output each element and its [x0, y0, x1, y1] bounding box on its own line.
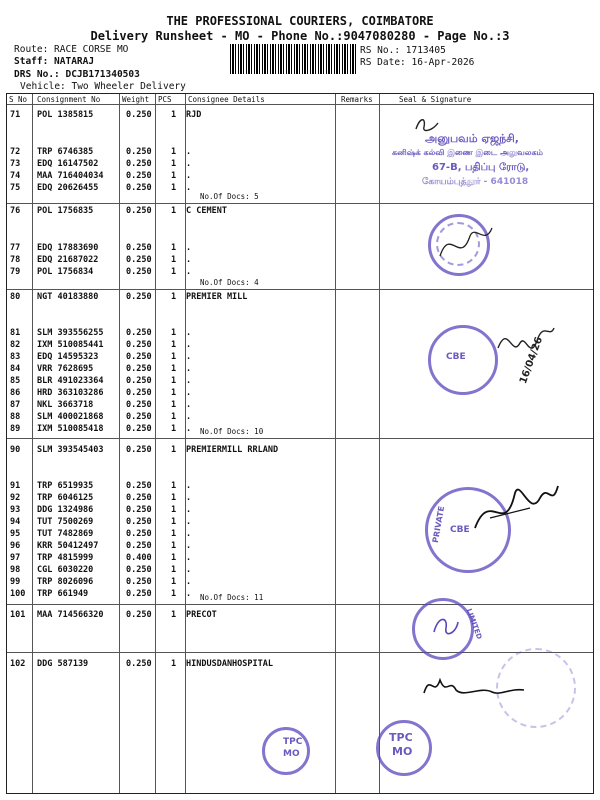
row-consignee: PREMIER MILL [186, 292, 248, 302]
rs-number: RS No.: 1713405 [360, 45, 446, 56]
row-sno: 96 [10, 541, 21, 551]
row-consignment-no: MAA 716404034 [37, 171, 104, 181]
row-consignment-no: TRP 6046125 [37, 493, 94, 503]
row-pcs: 1 [171, 243, 177, 253]
row-consignee: . [186, 412, 192, 422]
row-consignee: . [186, 243, 192, 253]
stamp-cbe-text: CBE [446, 352, 466, 362]
row-pcs: 1 [171, 388, 177, 398]
route-label: Route: RACE CORSE MO [14, 44, 129, 55]
row-consignment-no: EDQ 16147502 [37, 159, 99, 169]
row-pcs: 1 [171, 255, 177, 265]
row-pcs: 1 [171, 352, 177, 362]
row-consignment-no: EDQ 20626455 [37, 183, 99, 193]
row-sno: 97 [10, 553, 21, 563]
row-pcs: 1 [171, 553, 177, 563]
col-header-weight: Weight [122, 95, 150, 104]
row-consignee: . [186, 147, 192, 157]
drs-number: DRS No.: DCJB171340503 [14, 69, 140, 80]
row-consignee: . [186, 517, 192, 527]
col-header-remarks: Remarks [341, 95, 373, 104]
row-consignee: . [186, 340, 192, 350]
row-consignment-no: SLM 400021868 [37, 412, 104, 422]
row-consignment-no: NGT 40183880 [37, 292, 99, 302]
row-sno: 98 [10, 565, 21, 575]
row-consignee: . [186, 255, 192, 265]
row-weight: 0.250 [126, 493, 152, 503]
row-sno: 86 [10, 388, 21, 398]
row-weight: 0.250 [126, 517, 152, 527]
row-consignee: . [186, 364, 192, 374]
row-sno: 75 [10, 183, 21, 193]
row-weight: 0.250 [126, 481, 152, 491]
group-doc-count: No.Of Docs: 10 [200, 427, 264, 436]
row-pcs: 1 [171, 206, 177, 216]
row-sno: 89 [10, 424, 21, 434]
row-consignee: . [186, 424, 192, 434]
row-consignment-no: DDG 587139 [37, 659, 89, 669]
row-weight: 0.400 [126, 553, 152, 563]
row-weight: 0.250 [126, 364, 152, 374]
staff-label: Staff: NATARAJ [14, 56, 95, 67]
row-pcs: 1 [171, 659, 177, 669]
row-consignee: . [186, 553, 192, 563]
row-sno: 80 [10, 292, 21, 302]
row-pcs: 1 [171, 147, 177, 157]
row-weight: 0.250 [126, 388, 152, 398]
row-weight: 0.250 [126, 110, 152, 120]
row-sno: 83 [10, 352, 21, 362]
col-header-sno: S No [9, 95, 28, 104]
stamp-mo-text: MO [392, 745, 413, 758]
row-weight: 0.250 [126, 565, 152, 575]
stamp-tpc-text: TPC [283, 737, 303, 747]
stamp-tamil-line3: 67-B, பதிப்பு ரோடு, [432, 162, 530, 173]
row-weight: 0.250 [126, 445, 152, 455]
row-pcs: 1 [171, 529, 177, 539]
row-weight: 0.250 [126, 400, 152, 410]
stamp-mo-text: MO [283, 749, 300, 759]
row-sno: 93 [10, 505, 21, 515]
group-doc-count: No.Of Docs: 5 [200, 192, 259, 201]
row-sno: 81 [10, 328, 21, 338]
group-doc-count: No.Of Docs: 11 [200, 593, 264, 602]
row-sno: 72 [10, 147, 21, 157]
signature-scribble [420, 668, 530, 708]
row-pcs: 1 [171, 412, 177, 422]
row-sno: 92 [10, 493, 21, 503]
col-header-consignee: Consignee Details [188, 95, 265, 104]
row-pcs: 1 [171, 589, 177, 599]
row-weight: 0.250 [126, 171, 152, 181]
row-consignment-no: TUT 7482869 [37, 529, 94, 539]
handwritten-date: 16/04/26 [517, 335, 546, 386]
row-weight: 0.250 [126, 159, 152, 169]
row-pcs: 1 [171, 424, 177, 434]
row-sno: 84 [10, 364, 21, 374]
row-weight: 0.250 [126, 659, 152, 669]
row-consignee: . [186, 565, 192, 575]
row-weight: 0.250 [126, 206, 152, 216]
row-consignee: . [186, 183, 192, 193]
row-consignee: . [186, 328, 192, 338]
runsheet-subtitle: Delivery Runsheet - MO - Phone No.:9047080280 - Page No.:3 [90, 29, 510, 43]
row-consignment-no: POL 1756835 [37, 206, 94, 216]
row-sno: 88 [10, 412, 21, 422]
group-doc-count: No.Of Docs: 4 [200, 278, 259, 287]
row-sno: 74 [10, 171, 21, 181]
row-pcs: 1 [171, 328, 177, 338]
row-consignee: . [186, 541, 192, 551]
row-consignee: . [186, 577, 192, 587]
row-consignee: . [186, 481, 192, 491]
row-consignment-no: SLM 393545403 [37, 445, 104, 455]
row-sno: 79 [10, 267, 21, 277]
row-weight: 0.250 [126, 505, 152, 515]
row-consignment-no: EDQ 14595323 [37, 352, 99, 362]
row-consignee: . [186, 376, 192, 386]
row-consignment-no: POL 1756834 [37, 267, 94, 277]
row-consignee: . [186, 352, 192, 362]
row-consignment-no: HRD 363103286 [37, 388, 104, 398]
row-consignment-no: CGL 6030220 [37, 565, 94, 575]
row-sno: 102 [10, 659, 26, 669]
row-weight: 0.250 [126, 412, 152, 422]
signature-scribble [490, 318, 560, 378]
row-weight: 0.250 [126, 589, 152, 599]
row-pcs: 1 [171, 364, 177, 374]
row-consignment-no: EDQ 17883690 [37, 243, 99, 253]
row-sno: 95 [10, 529, 21, 539]
signature-scribble [430, 216, 500, 272]
row-pcs: 1 [171, 110, 177, 120]
row-weight: 0.250 [126, 183, 152, 193]
row-consignment-no: EDQ 21687022 [37, 255, 99, 265]
stamp-tamil-line4: கோயம்புத்தூர் - 641018 [422, 177, 529, 187]
row-sno: 101 [10, 610, 26, 620]
row-sno: 85 [10, 376, 21, 386]
barcode [230, 44, 356, 74]
row-consignment-no: DDG 1324986 [37, 505, 94, 515]
col-header-pcs: PCS [158, 95, 172, 104]
row-consignment-no: TUT 7500269 [37, 517, 94, 527]
row-weight: 0.250 [126, 267, 152, 277]
row-consignee: . [186, 493, 192, 503]
company-title: THE PROFESSIONAL COURIERS, COIMBATORE [166, 14, 434, 28]
vehicle-label: Vehicle: Two Wheeler Delivery [20, 81, 186, 92]
row-sno: 90 [10, 445, 21, 455]
row-consignment-no: TRP 661949 [37, 589, 89, 599]
row-weight: 0.250 [126, 529, 152, 539]
row-weight: 0.250 [126, 255, 152, 265]
row-sno: 100 [10, 589, 26, 599]
row-consignee: . [186, 589, 192, 599]
row-consignment-no: POL 1385815 [37, 110, 94, 120]
row-sno: 82 [10, 340, 21, 350]
row-consignment-no: TRP 8026096 [37, 577, 94, 587]
row-sno: 94 [10, 517, 21, 527]
col-header-consignment: Consignment No [37, 95, 101, 104]
row-weight: 0.250 [126, 376, 152, 386]
stamp-limited-text: LIMITED [464, 607, 484, 641]
signature-scribble [470, 478, 560, 548]
row-consignment-no: TRP 6746385 [37, 147, 94, 157]
row-pcs: 1 [171, 541, 177, 551]
row-consignee: C CEMENT [186, 206, 227, 216]
row-weight: 0.250 [126, 541, 152, 551]
row-consignment-no: KRR 50412497 [37, 541, 99, 551]
row-consignment-no: IXM 510085418 [37, 424, 104, 434]
row-consignee: . [186, 159, 192, 169]
col-header-seal: Seal & Signature [399, 95, 472, 104]
row-pcs: 1 [171, 517, 177, 527]
row-sno: 71 [10, 110, 21, 120]
row-pcs: 1 [171, 376, 177, 386]
row-pcs: 1 [171, 267, 177, 277]
row-consignment-no: BLR 491023364 [37, 376, 104, 386]
row-pcs: 1 [171, 505, 177, 515]
row-consignee: . [186, 267, 192, 277]
row-pcs: 1 [171, 400, 177, 410]
row-weight: 0.250 [126, 328, 152, 338]
row-weight: 0.250 [126, 352, 152, 362]
row-consignee: . [186, 529, 192, 539]
row-weight: 0.250 [126, 243, 152, 253]
row-pcs: 1 [171, 481, 177, 491]
row-sno: 77 [10, 243, 21, 253]
row-consignee: PRECOT [186, 610, 217, 620]
row-consignment-no: TRP 4815999 [37, 553, 94, 563]
row-consignee: RJD [186, 110, 202, 120]
row-pcs: 1 [171, 610, 177, 620]
row-pcs: 1 [171, 493, 177, 503]
row-consignment-no: SLM 393556255 [37, 328, 104, 338]
row-pcs: 1 [171, 159, 177, 169]
row-consignment-no: MAA 714566320 [37, 610, 104, 620]
row-consignee: . [186, 171, 192, 181]
row-consignment-no: TRP 6519935 [37, 481, 94, 491]
stamp-tamil-line1: அனுபவம் ஏஜந்சி, [425, 132, 519, 145]
row-sno: 87 [10, 400, 21, 410]
rs-date: RS Date: 16-Apr-2026 [360, 57, 475, 68]
row-pcs: 1 [171, 340, 177, 350]
row-consignee: . [186, 505, 192, 515]
row-sno: 99 [10, 577, 21, 587]
row-weight: 0.250 [126, 340, 152, 350]
row-pcs: 1 [171, 171, 177, 181]
stamp-private-text: PRIVATE [430, 505, 447, 544]
stamp-tamil-line2: கனிஷ்க் கல்வி இணை இடை அலுவலகம் [392, 148, 543, 157]
row-weight: 0.250 [126, 610, 152, 620]
row-pcs: 1 [171, 445, 177, 455]
row-weight: 0.250 [126, 147, 152, 157]
signature-scribble [428, 612, 462, 642]
row-weight: 0.250 [126, 577, 152, 587]
stamp-cbe-text: CBE [450, 525, 470, 535]
row-sno: 76 [10, 206, 21, 216]
row-consignment-no: IXM 510085441 [37, 340, 104, 350]
initial-signature [412, 115, 442, 135]
row-consignee: . [186, 400, 192, 410]
row-weight: 0.250 [126, 424, 152, 434]
row-consignment-no: VRR 7628695 [37, 364, 94, 374]
stamp-tpc-text: TPC [389, 731, 413, 744]
row-consignment-no: NKL 3663718 [37, 400, 94, 410]
row-weight: 0.250 [126, 292, 152, 302]
row-pcs: 1 [171, 183, 177, 193]
row-pcs: 1 [171, 565, 177, 575]
row-consignee: HINDUSDANHOSPITAL [186, 659, 273, 669]
row-sno: 78 [10, 255, 21, 265]
row-sno: 91 [10, 481, 21, 491]
row-sno: 73 [10, 159, 21, 169]
row-consignee: PREMIERMILL RRLAND [186, 445, 279, 455]
row-pcs: 1 [171, 292, 177, 302]
row-pcs: 1 [171, 577, 177, 587]
row-consignee: . [186, 388, 192, 398]
